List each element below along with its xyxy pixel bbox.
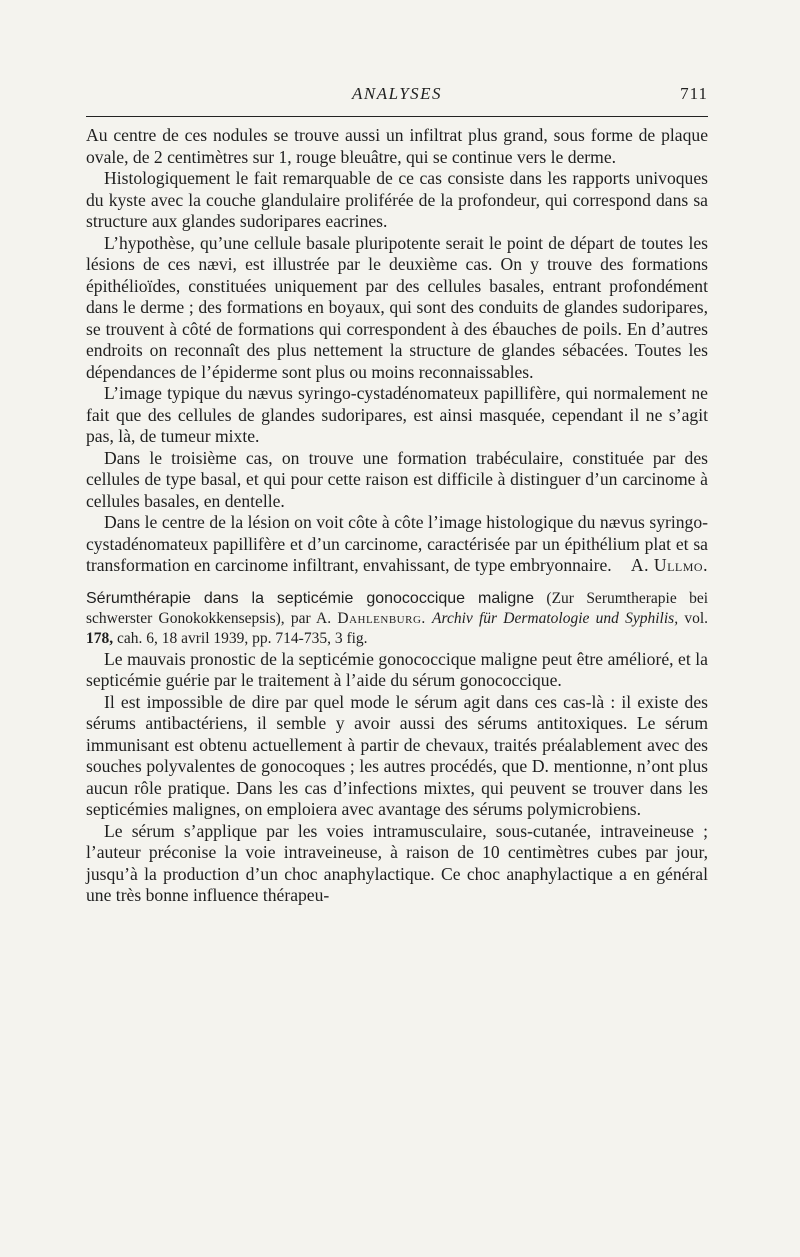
- running-header: [86, 80, 708, 110]
- paragraph: Le mauvais pronostic de la septicémie gonococcique maligne peut être amélioré, et la septicémie guérie par le traitement à l’aide du sérum gonococcique.: [86, 648, 708, 690]
- paragraph-text: Dans le centre de la lésion on voit côte à côte l’image histologique du nævus syringo-cystadénomateux papillifère et d’un carcinome, caractérisée par un épithélium plat et sa transformation en carcinome infiltrant, envahissant, de type embryonnaire.: [86, 512, 708, 575]
- paragraph: Le sérum s’applique par les voies intramusculaire, sous-cutanée, intraveineuse ; l’auteur préconise la voie intraveineuse, à raison de 10 centimètres cubes par jour, jusqu’à la production d’un choc anaphylactique. Ce choc anaphylactique a en général une très bonne influence thérapeu-: [86, 820, 708, 905]
- running-title: ANALYSES: [351, 84, 443, 103]
- article-title: Sérumthérapie dans la septicémie gonococcique maligne: [86, 589, 535, 607]
- paragraph: Dans le troisième cas, on trouve une formation trabéculaire, constituée par des cellules de type basal, et qui pour cette raison est difficile à distinguer d’un carcinome à cellules basales, en dentelle.: [86, 447, 708, 511]
- author-prefix: par A.: [290, 609, 332, 627]
- article-heading: [86, 589, 708, 649]
- article-author: Dahlenburg.: [337, 609, 426, 627]
- page-number: 711: [680, 84, 708, 103]
- paragraph: Au centre de ces nodules se trouve aussi un infiltrat plus grand, sous forme de plaque ovale, de 2 centimètres sur 1, rouge bleuâtre, qui se continue vers le derme.: [86, 125, 708, 167]
- volume-label: vol.: [684, 609, 709, 627]
- volume-number: 178,: [86, 629, 114, 647]
- header-rule: [86, 116, 708, 117]
- original-title: (Zur Serumtherapie bei schwerster Gonokokkensepsis),: [86, 589, 708, 627]
- paragraph: Histologiquement le fait remarquable de ce cas consiste dans les rapports univoques du kyste avec la couche glandulaire proliférée de la profondeur, qui correspond dans sa structure aux glandes sudoripares eacrines.: [86, 168, 708, 231]
- journal-name: Archiv für Dermatologie und Syphilis,: [432, 609, 679, 627]
- paragraph: Il est impossible de dire par quel mode le sérum agit dans ces cas-là : il existe des sérums antibactériens, il semble y avoir aussi des sérums antitoxiques. Le sérum immunisant est obtenu actuellement à partir de chevaux, traités préalablement avec des souches polyvalentes de gonocoques ; les autres procédés, que D. mentionne, n’ont plus aucun rôle pratique. Dans les cas d’infections mixtes, qui peuvent se trouver dans les septicémies malignes, on emploiera avec avantage des sérums polymicrobiens.: [86, 691, 708, 819]
- issue-details: cah. 6, 18 avril 1939, pp. 714-735, 3 fig.: [117, 629, 368, 647]
- body-text: [86, 125, 708, 907]
- paragraph: L’image typique du nævus syringo-cystadénomateux papillifère, qui normalement ne fait que des cellules de glandes sudoripares, est ainsi masquée, cependant il ne s’agit pas, là, de tumeur mixte.: [86, 383, 708, 446]
- author-signature: A. Ullmo.: [630, 555, 708, 575]
- paragraph-with-signature: [86, 512, 708, 577]
- paragraph: L’hypothèse, qu’une cellule basale pluripotente serait le point de départ de toutes les lésions de ces nævi, est illustrée par le deuxième cas. On y trouve des formations épithélioïdes, constituées uniquement par des cellules basales, entrant profondément dans le derme ; des formations en boyaux, qui sont des conduits de glandes sudoripares, se trouvent à côté de formations qui correspondent à des ébauches de poils. En d’autres endroits on reconnaît des plus nettement la structure de glandes sébacées. Toutes les dépendances de l’épiderme sont plus ou moins reconnaissables.: [86, 232, 708, 382]
